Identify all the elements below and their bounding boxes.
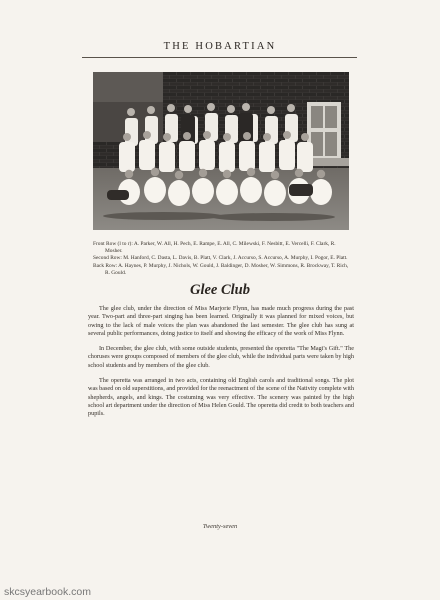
caption-second-row: Second Row: M. Hanford, C. Dasta, L. Davis, B. Platt, V. Clark, J. Accurso, S. Accurso, A. Murphy, I. Pogor, E. Platt. bbox=[93, 255, 348, 262]
caption-front-row: Front Row (l to r): A. Parker, W. All, H. Pech, E. Rampe, E. All, C. Milewski, F. Nesbitt, E. Vercelli, F. Clark, R. Mosher. bbox=[93, 241, 336, 255]
article-paragraph: The glee club, under the direction of Miss Marjorie Flynn, has made much progress during the past year. Two-part and three-part singing has been learned. Originally it was planned for mixed voices, but owing to the lack of male voices the plan was abandoned the last semester. The glee club has sung at several public performances, doing justice to itself and showing the efficacy of the work of Miss Flynn. bbox=[88, 305, 354, 337]
article-paragraph: The operetta was arranged in two acts, containing old English carols and traditional songs. The plot was based on old superstitions, and provided for the reenactment of the scene of the Nativity complete with shepherds, angels, and kings. The costuming was very effective. The scenery was painted by the high school art department under the direction of Miss Helen Gould. The operetta did credit to both teachers and pupils. bbox=[88, 377, 354, 418]
group-photo-image bbox=[93, 72, 349, 230]
article-body bbox=[88, 305, 354, 426]
article-paragraph: In December, the glee club, with some outside students, presented the operetta "The Magi's Gift." The choruses were groups composed of members of the glee club, while the individual parts were taken by high school students and by members of the glee club. bbox=[88, 345, 354, 369]
group-photo bbox=[93, 72, 349, 230]
caption-back-row: Back Row: A. Haynes, P. Murphy, J. Nichols, W. Gould, J. Baldinger, D. Mosher, W. Simmons, R. Brockway, T. Rich, R. Gould. bbox=[93, 262, 349, 276]
page-number: Twenty-seven bbox=[202, 523, 238, 530]
site-watermark: skcsyearbook.com bbox=[4, 586, 91, 598]
photo-caption bbox=[93, 241, 351, 277]
article-title: Glee Club bbox=[189, 282, 250, 298]
running-head: THE HOBARTIAN bbox=[163, 41, 277, 52]
header-rule bbox=[82, 57, 357, 58]
